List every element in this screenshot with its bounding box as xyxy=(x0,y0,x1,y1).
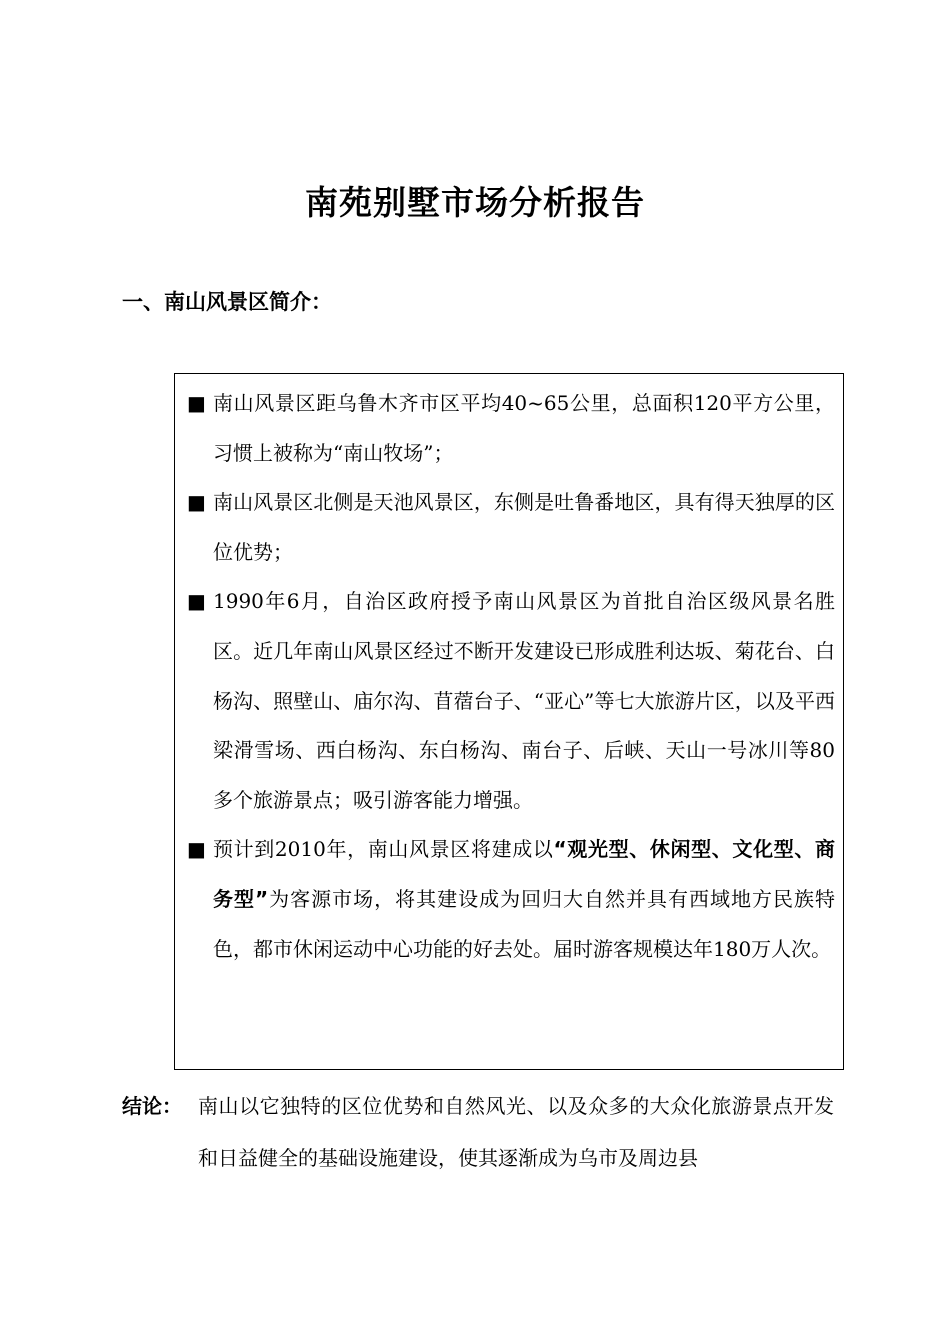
intro-bullet-list xyxy=(187,379,835,974)
list-item xyxy=(187,825,835,974)
square-bullet-icon: ■ xyxy=(187,837,206,862)
square-bullet-icon: ■ xyxy=(187,391,206,415)
conclusion-paragraph xyxy=(122,1080,834,1184)
intro-bordered-box xyxy=(174,373,844,1070)
list-item xyxy=(187,577,835,825)
list-item xyxy=(187,478,835,577)
list-item-text: 南山风景区距乌鲁木齐市区平均40~65公里，总面积120平方公里，习惯上被称为“南山牧场”； xyxy=(213,391,835,465)
list-item-text: 1990年6月，自治区政府授予南山风景区为首批自治区级风景名胜区。近几年南山风景区经过不断开发建设已形成胜利达坂、菊花台、白杨沟、照壁山、庙尔沟、苜蓿台子、“亚心”等七大旅游片区，以及平西梁滑雪场、西白杨沟、东白杨沟、南台子、后峡、天山一号冰川等80多个旅游景点；吸引游客能力增强。 xyxy=(213,589,835,812)
square-bullet-icon: ■ xyxy=(187,490,206,515)
page-title: 南苑别墅市场分析报告 xyxy=(305,183,645,222)
conclusion-label: 结论： xyxy=(122,1094,182,1118)
list-item-text-bold: “观光型、休闲型、文化型、商务型” xyxy=(213,837,835,911)
section-heading-nanshan-intro: 一、南山风景区简介： xyxy=(122,290,332,314)
list-item-text-after: 为客源市场，将其建设成为回归大自然并具有西域地方民族特色，都市休闲运动中心功能的好去处。届时游客规模达年180万人次。 xyxy=(213,886,835,961)
list-item xyxy=(187,379,835,478)
square-bullet-icon: ■ xyxy=(187,589,206,614)
list-item-text: 南山风景区北侧是天池风景区，东侧是吐鲁番地区，具有得天独厚的区位优势； xyxy=(213,490,835,564)
conclusion-text: 南山以它独特的区位优势和自然风光、以及众多的大众化旅游景点开发和日益健全的基础设施建设，使其逐渐成为乌市及周边县 xyxy=(198,1094,834,1170)
list-item-text-before: 预计到2010年，南山风景区将建成以 xyxy=(213,837,554,862)
